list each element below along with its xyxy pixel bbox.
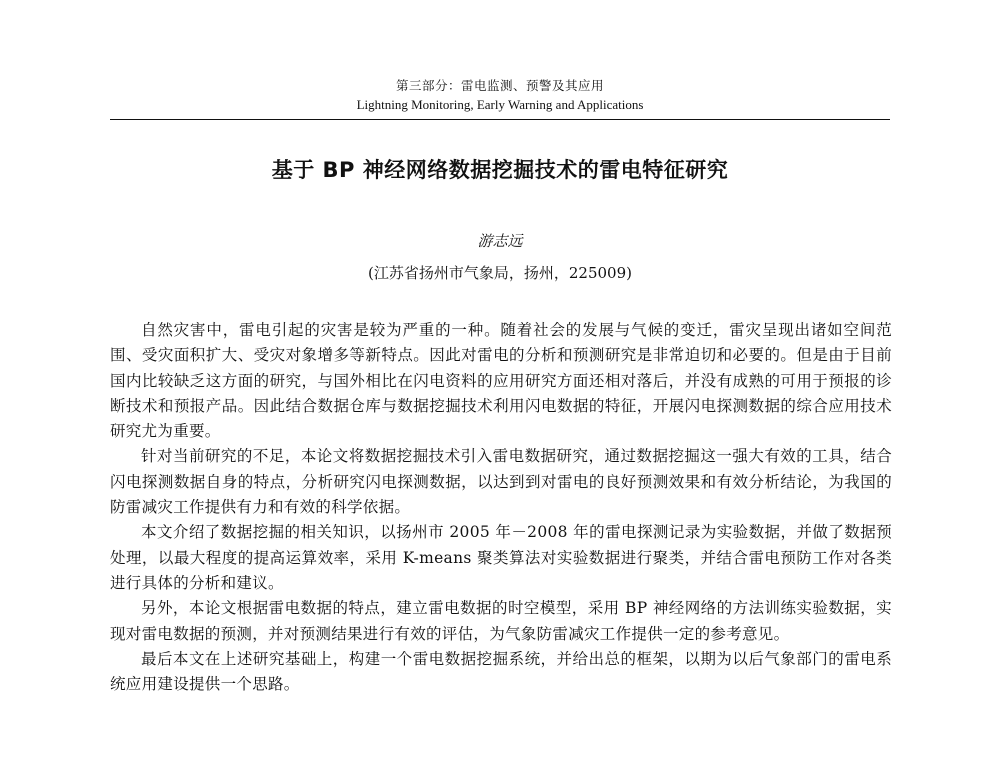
section-title-chinese: 第三部分：雷电监测、预警及其应用 [395, 78, 604, 93]
paper-title: 基于 BP 神经网络数据挖掘技术的雷电特征研究 [271, 158, 729, 182]
paragraph: 自然灾害中，雷电引起的灾害是较为严重的一种。随着社会的发展与气候的变迁，雷灾呈现出诸如空间范围、受灾面积扩大、受灾对象增多等新特点。因此对雷电的分析和预测研究是非常迫切和必要的。但是由于目前国内比较缺乏这方面的研究，与国外相比在闪电资料的应用研究方面还相对落后，并没有成熟的可用于预报的诊断技术和预报产品。因此结合数据仓库与数据挖掘技术利用闪电数据的特征，开展闪电探测数据的综合应用技术研究尤为重要。 [110, 321, 892, 441]
section-title-english: Lightning Monitoring, Early Warning and Applications [356, 97, 644, 112]
paragraph: 另外，本论文根据雷电数据的特点，建立雷电数据的时空模型，采用 BP 神经网络的方法训练实验数据，实现对雷电数据的预测，并对预测结果进行有效的评估，为气象防雷减灾工作提供一定的参考意见。 [110, 599, 892, 643]
header-divider [110, 119, 890, 120]
paper-author: 游志远 [477, 232, 523, 250]
paragraph: 本文介绍了数据挖掘的相关知识，以扬州市 2005 年－2008 年的雷电探测记录为实验数据，并做了数据预处理，以最大程度的提高运算效率，采用 K-means 聚类算法对实验数据进行聚类，并结合雷电预防工作对各类进行具体的分析和建议。 [110, 523, 892, 592]
paragraph: 最后本文在上述研究基础上，构建一个雷电数据挖掘系统，并给出总的框架，以期为以后气象部门的雷电系统应用建设提供一个思路。 [110, 649, 892, 694]
paragraph: 针对当前研究的不足，本论文将数据挖掘技术引入雷电数据研究，通过数据挖掘这一强大有效的工具，结合闪电探测数据自身的特点，分析研究闪电探测数据，以达到到对雷电的良好预测效果和有效分析结论，为我国的防雷减灾工作提供有力和有效的科学依据。 [110, 447, 892, 517]
author-affiliation: (江苏省扬州市气象局，扬州，225009) [368, 264, 632, 282]
running-header [110, 78, 890, 113]
abstract-body [110, 318, 892, 697]
